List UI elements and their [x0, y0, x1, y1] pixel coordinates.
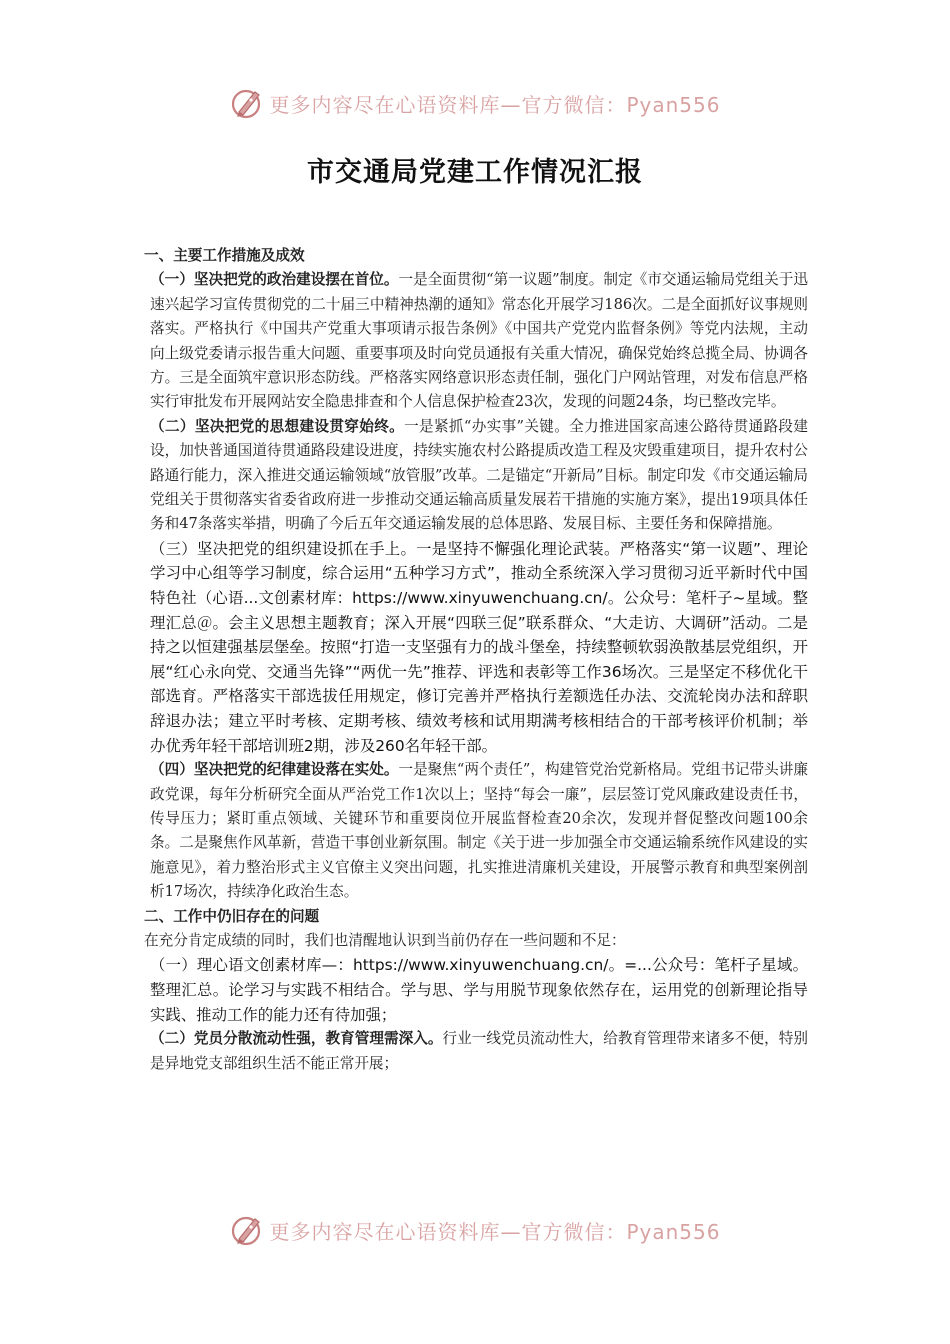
paragraph-lead: （二）党员分散流动性强，教育管理需深入。: [150, 1030, 443, 1048]
paragraph-text: 在充分肯定成绩的同时，我们也清醒地认识到当前仍存在一些问题和不足：: [144, 932, 626, 950]
paragraph: [144, 1027, 808, 1076]
paragraph: [144, 758, 808, 904]
section-heading: 一、主要工作措施及成效: [144, 247, 305, 264]
pen-nib-logo-icon: [229, 1212, 265, 1248]
paragraph-text: 一是聚焦“两个责任”，构建管党治党新格局。党组书记带头讲廉政党课，每年分析研究全面从严治党工作1次以上；坚持“每会一廉”，层层签订党风廉政建设责任书，传导压力；紧盯重点领域、关键环节和重要岗位开展监督检查20余次，发现并督促整改问题100余条。二是聚焦作风革新，营造干事创业新氛围。制定《关于进一步加强全市交通运输系统作风建设的实施意见》，着力整治形式主义官僚主义突出问题，扎实推进清廉机关建设，开展警示教育和典型案例剖析17场次，持续净化政治生态。: [150, 761, 808, 901]
banner-text: 更多内容尽在心语资料库—官方微信：Pyan556: [269, 1219, 721, 1244]
paragraph-sans: （三）坚决把党的组织建设抓在手上。一是坚持不懈强化理论武装。严格落实“第一议题”、理论学习中心组等学习制度，综合运用“五种学习方式”，推动全系统深入学习贯彻习近平新时代中国特色社（心语...文创素材库：https://www.xinyuwenchuang.cn/。公众号：笔杆子~星域。整理汇总＠。会主义思想主题教育；深入开展“四联三促”联系群众、“大走访、大调研”活动。二是持之以恒建强基层堡垒。按照“打造一支坚强有力的战斗堡垒，持续整顿软弱涣散基层党组织，开展“红心永向党、交通当先锋”“两优一先”推荐、评选和表彰等工作36场次。三是坚定不移优化干部选育。严格落实干部选拔任用规定，修订完善并严格执行差额选任办法、交流轮岗办法和辞职辞退办法；建立平时考核、定期考核、绩效考核和试用期满考核相结合的干部考核评价机制；举办优秀年轻干部培训班2期，涉及260名年轻干部。: [150, 539, 808, 755]
banner-text: 更多内容尽在心语资料库—官方微信：Pyan556: [269, 92, 721, 117]
paragraph-lead: （四）坚决把党的纪律建设落在实处。: [150, 761, 399, 779]
header-banner: [0, 83, 950, 123]
paragraph-lead: （二）坚决把党的思想建设贯穿始终。: [150, 417, 405, 435]
footer-banner: [0, 1210, 950, 1250]
section-heading: 二、工作中仍旧存在的问题: [144, 907, 320, 925]
paragraph-text: 一是紧抓“办实事”关键。全力推进国家高速公路待贯通路段建设，加快普通国道待贯通路段建设进度，持续实施农村公路提质改造工程及灾毁重建项目，提升农村公路通行能力，深入推进交通运输领域“放管服”改革。二是锚定“开新局”目标。制定印发《市交通运输局党组关于贯彻落实省委省政府进一步推动交通运输高质量发展若干措施的实施方案》，提出19项具体任务和47条落实举措，明确了今后五年交通运输发展的总体思路、发展目标、主要任务和保障措施。: [150, 417, 808, 533]
paragraph: [144, 268, 808, 414]
paragraph-text: 一是全面贯彻“第一议题”制度。制定《市交通运输局党组关于迅速兴起学习宣传贯彻党的二十届三中精神热潮的通知》常态化开展学习186次。二是全面抓好议事规则落实。严格执行《中国共产党重大事项请示报告条例》《中国共产党党内监督条例》等党内法规，主动向上级党委请示报告重大问题、重要事项及时向党员通报有关重大情况，确保党始终总揽全局、协调各方。三是全面筑牢意识形态防线。严格落实网络意识形态责任制，强化门户网站管理，对发布信息严格实行审批发布开展网站安全隐患排查和个人信息保护检查23次，发现的问题24条，均已整改完毕。: [150, 271, 808, 411]
paragraph-text: 行业一线党员流动性大，给教育管理带来诸多不便，特别是异地党支部组织生活不能正常开展；: [150, 1030, 808, 1072]
pen-nib-logo-icon: [229, 85, 265, 121]
document-body: [144, 244, 808, 1076]
paragraph: [144, 415, 808, 537]
paragraph-lead: （一）坚决把党的政治建设摆在首位。: [150, 271, 399, 289]
page-title: 市交通局党建工作情况汇报: [307, 157, 643, 188]
paragraph-sans: （一）理心语文创素材库—：https://www.xinyuwenchuang.cn/。=...公众号：笔杆子星域。整理汇总。论学习与实践不相结合。学与思、学与用脱节现象依然存在，运用党的创新理论指导实践、推动工作的能力还有待加强；: [150, 956, 808, 1024]
